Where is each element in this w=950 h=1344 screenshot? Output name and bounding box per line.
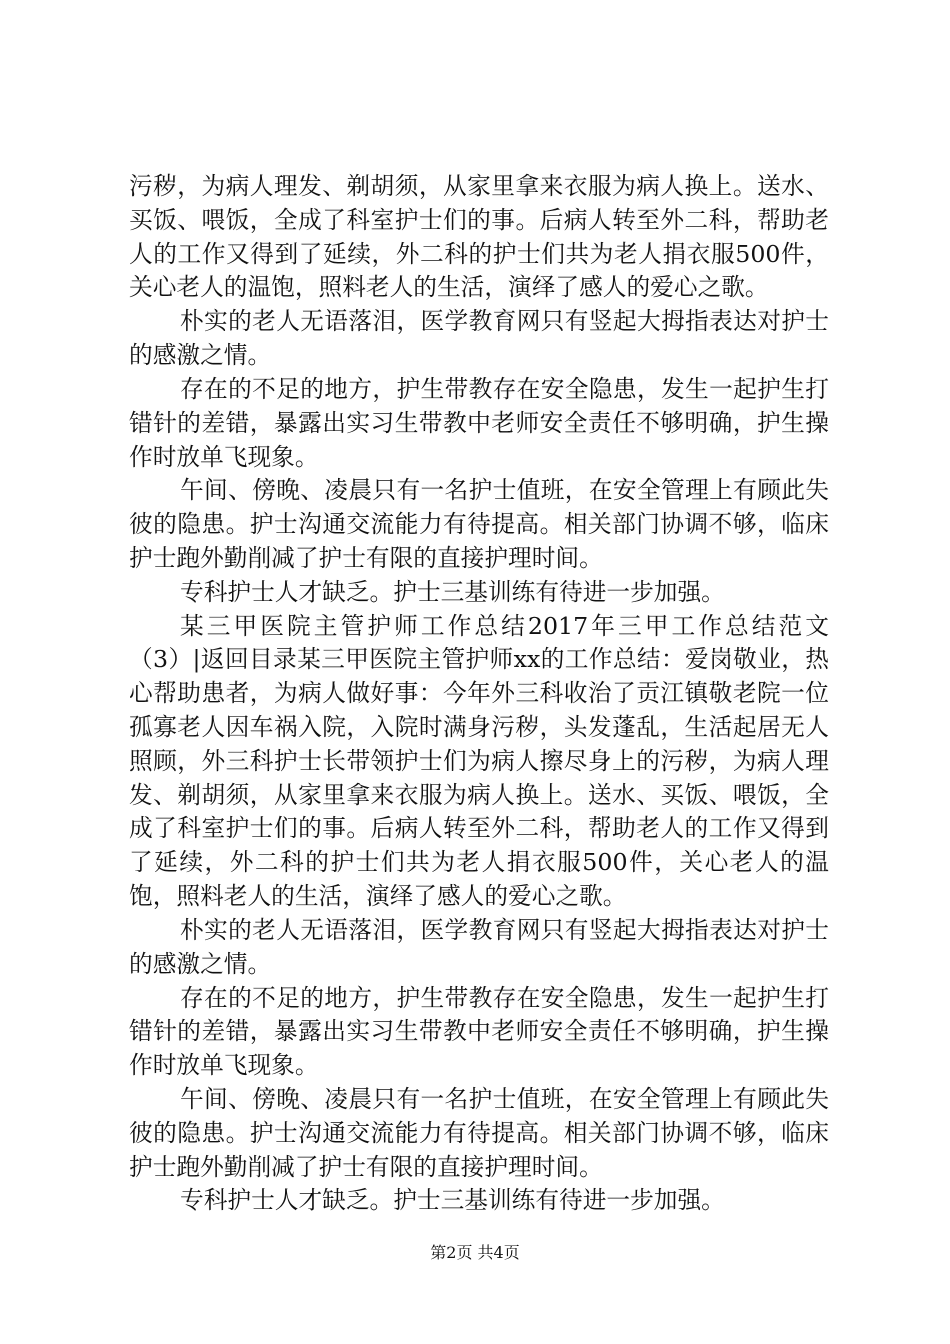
paragraph: 午间、傍晚、凌晨只有一名护士值班，在安全管理上有顾此失彼的隐患。护士沟通交流能力有待提高。相关部门协调不够，临床护士跑外勤削减了护士有限的直接护理时间。 [129, 1084, 829, 1181]
paragraph: 朴实的老人无语落泪，医学教育网只有竖起大拇指表达对护士的感激之情。 [129, 307, 829, 370]
paragraph: 朴实的老人无语落泪，医学教育网只有竖起大拇指表达对护士的感激之情。 [129, 915, 829, 978]
paragraph: 专科护士人才缺乏。护士三基训练有待进一步加强。 [180, 577, 725, 606]
paragraph: 污秽，为病人理发、剃胡须，从家里拿来衣服为病人换上。送水、买饭、喂饭，全成了科室护士们的事。后病人转至外二科，帮助老人的工作又得到了延续，外二科的护士们共为老人捐衣服500件，关心老人的温饱，照料老人的生活，演绎了感人的爱心之歌。 [129, 172, 829, 302]
document-body [129, 170, 829, 1218]
page-footer: 第2页 共4页 [430, 1243, 520, 1262]
paragraph: 某三甲医院主管护师工作总结2017年三甲工作总结范文（3）|返回目录某三甲医院主管护师xx的工作总结：爱岗敬业，热心帮助患者，为病人做好事：今年外三科收治了贡江镇敬老院一位孤寡老人因车祸入院，入院时满身污秽，头发蓬乱，生活起居无人照顾，外三科护士长带领护士们为病人擦尽身上的污秽，为病人理发、剃胡须，从家里拿来衣服为病人换上。送水、买饭、喂饭，全成了科室护士们的事。后病人转至外二科，帮助老人的工作又得到了延续，外二科的护士们共为老人捐衣服500件，关心老人的温饱，照料老人的生活，演绎了感人的爱心之歌。 [129, 611, 829, 911]
paragraph: 存在的不足的地方，护生带教存在安全隐患，发生一起护生打错针的差错，暴露出实习生带教中老师安全责任不够明确，护生操作时放单飞现象。 [129, 374, 829, 471]
paragraph: 午间、傍晚、凌晨只有一名护士值班，在安全管理上有顾此失彼的隐患。护士沟通交流能力有待提高。相关部门协调不够，临床护士跑外勤削减了护士有限的直接护理时间。 [129, 476, 829, 572]
paragraph: 存在的不足的地方，护生带教存在安全隐患，发生一起护生打错针的差错，暴露出实习生带教中老师安全责任不够明确，护生操作时放单飞现象。 [129, 983, 829, 1080]
paragraph: 专科护士人才缺乏。护士三基训练有待进一步加强。 [180, 1186, 725, 1215]
